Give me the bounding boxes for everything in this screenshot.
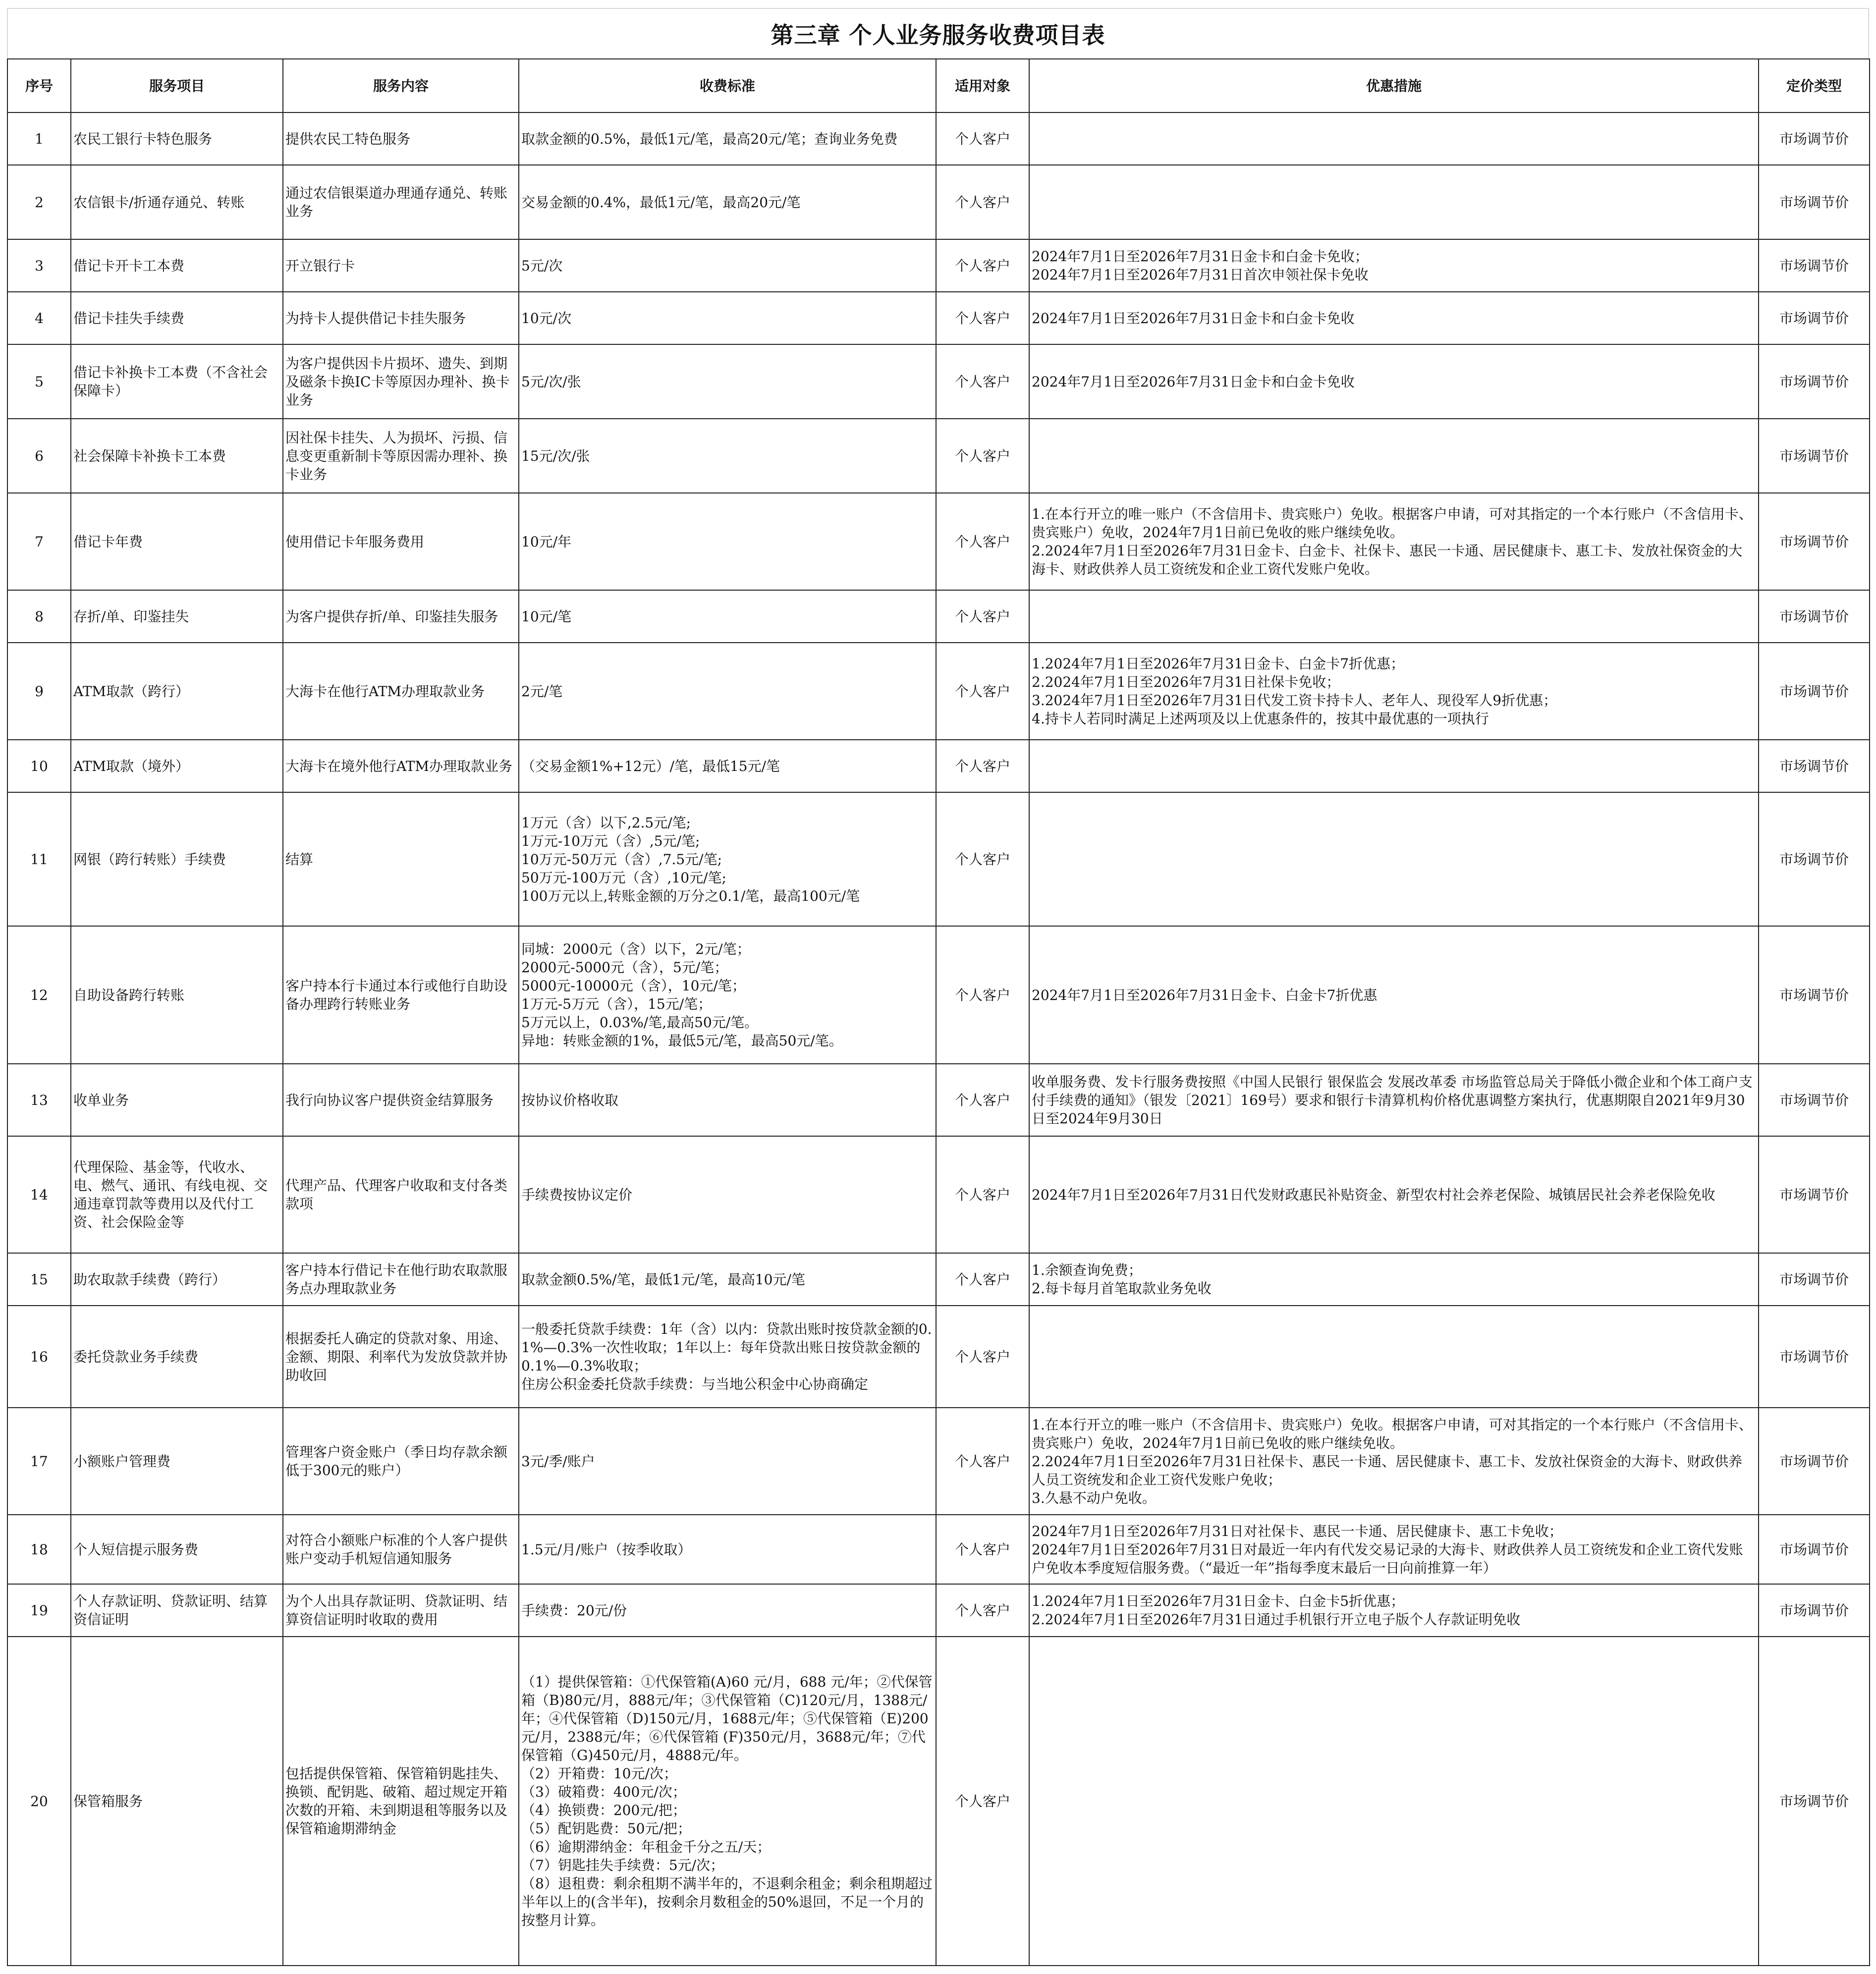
header-row bbox=[7, 59, 1870, 112]
cell-item: 个人存款证明、贷款证明、结算资信证明 bbox=[71, 1584, 283, 1637]
cell-target: 个人客户 bbox=[936, 112, 1029, 165]
header-discount: 优惠措施 bbox=[1029, 59, 1759, 112]
cell-discount: 1.余额查询免费； 2.每卡每月首笔取款业务免收 bbox=[1029, 1253, 1759, 1306]
cell-no: 8 bbox=[7, 590, 71, 643]
cell-item: 借记卡年费 bbox=[71, 493, 283, 590]
cell-pricing: 市场调节价 bbox=[1759, 419, 1870, 493]
cell-fee: （交易金额1%+12元）/笔，最低15元/笔 bbox=[519, 740, 936, 792]
cell-target: 个人客户 bbox=[936, 1584, 1029, 1637]
table-row bbox=[7, 419, 1870, 493]
cell-fee: 取款金额的0.5%，最低1元/笔，最高20元/笔；查询业务免费 bbox=[519, 112, 936, 165]
cell-no: 20 bbox=[7, 1637, 71, 1966]
cell-fee: 手续费：20元/份 bbox=[519, 1584, 936, 1637]
cell-item: 借记卡开卡工本费 bbox=[71, 239, 283, 292]
cell-pricing: 市场调节价 bbox=[1759, 740, 1870, 792]
table-row bbox=[7, 165, 1870, 239]
cell-no: 10 bbox=[7, 740, 71, 792]
header-fee: 收费标准 bbox=[519, 59, 936, 112]
cell-discount: 2024年7月1日至2026年7月31日代发财政惠民补贴资金、新型农村社会养老保险、城镇居民社会养老保险免收 bbox=[1029, 1136, 1759, 1253]
cell-target: 个人客户 bbox=[936, 926, 1029, 1064]
cell-content: 大海卡在境外他行ATM办理取款业务 bbox=[283, 740, 519, 792]
cell-discount bbox=[1029, 740, 1759, 792]
cell-no: 4 bbox=[7, 292, 71, 344]
cell-no: 15 bbox=[7, 1253, 71, 1306]
cell-discount: 收单服务费、发卡行服务费按照《中国人民银行 银保监会 发展改革委 市场监管总局关于降低小微企业和个体工商户支付手续费的通知》（银发〔2021〕169号）要求和银行卡清算机构价格优惠调整方案执行，优惠期限自2021年9月30日至2024年9月30日 bbox=[1029, 1064, 1759, 1136]
header-content: 服务内容 bbox=[283, 59, 519, 112]
cell-item: 委托贷款业务手续费 bbox=[71, 1306, 283, 1408]
cell-content: 为持卡人提供借记卡挂失服务 bbox=[283, 292, 519, 344]
cell-pricing: 市场调节价 bbox=[1759, 1515, 1870, 1584]
cell-content: 客户持本行借记卡在他行助农取款服务点办理取款业务 bbox=[283, 1253, 519, 1306]
cell-discount bbox=[1029, 419, 1759, 493]
cell-content: 为客户提供因卡片损坏、遗失、到期及磁条卡换IC卡等原因办理补、换卡业务 bbox=[283, 344, 519, 419]
cell-target: 个人客户 bbox=[936, 740, 1029, 792]
cell-no: 5 bbox=[7, 344, 71, 419]
cell-fee: 10元/年 bbox=[519, 493, 936, 590]
cell-content: 根据委托人确定的贷款对象、用途、金额、期限、利率代为发放贷款并协助收回 bbox=[283, 1306, 519, 1408]
cell-discount: 1.2024年7月1日至2026年7月31日金卡、白金卡5折优惠； 2.2024年7月1日至2026年7月31日通过手机银行开立电子版个人存款证明免收 bbox=[1029, 1584, 1759, 1637]
cell-item: 借记卡挂失手续费 bbox=[71, 292, 283, 344]
cell-item: 收单业务 bbox=[71, 1064, 283, 1136]
cell-discount bbox=[1029, 1637, 1759, 1966]
table-row bbox=[7, 112, 1870, 165]
cell-pricing: 市场调节价 bbox=[1759, 590, 1870, 643]
table-row bbox=[7, 493, 1870, 590]
header-no: 序号 bbox=[7, 59, 71, 112]
table-row bbox=[7, 1637, 1870, 1966]
cell-target: 个人客户 bbox=[936, 1064, 1029, 1136]
cell-pricing: 市场调节价 bbox=[1759, 792, 1870, 926]
cell-no: 3 bbox=[7, 239, 71, 292]
cell-discount: 1.在本行开立的唯一账户（不含信用卡、贵宾账户）免收。根据客户申请，可对其指定的一个本行账户（不含信用卡、贵宾账户）免收，2024年7月1日前已免收的账户继续免收。 2.2024年7月1日至2026年7月31日社保卡、惠民一卡通、居民健康卡、惠工卡、发放社保资金的大海卡、财政供养人员工资统发和企业工资代发账户免收； 3.久悬不动户免收。 bbox=[1029, 1408, 1759, 1515]
cell-discount: 2024年7月1日至2026年7月31日对社保卡、惠民一卡通、居民健康卡、惠工卡免收； 2024年7月1日至2026年7月31日对最近一年内有代发交易记录的大海卡、财政供养人员工资统发和企业工资代发账户免收本季度短信服务费。（“最近一年”指每季度末最后一日向前推算一年） bbox=[1029, 1515, 1759, 1584]
cell-discount bbox=[1029, 590, 1759, 643]
cell-fee: 同城：2000元（含）以下，2元/笔； 2000元-5000元（含），5元/笔； 5000元-10000元（含），10元/笔； 1万元-5万元（含），15元/笔； 5万元以上，0.03%/笔,最高50元/笔。 异地：转账金额的1%，最低5元/笔，最高50元/笔。 bbox=[519, 926, 936, 1064]
cell-fee: 取款金额0.5%/笔，最低1元/笔，最高10元/笔 bbox=[519, 1253, 936, 1306]
cell-fee: 按协议价格收取 bbox=[519, 1064, 936, 1136]
cell-fee: 5元/次 bbox=[519, 239, 936, 292]
cell-target: 个人客户 bbox=[936, 493, 1029, 590]
cell-pricing: 市场调节价 bbox=[1759, 1584, 1870, 1637]
cell-no: 14 bbox=[7, 1136, 71, 1253]
cell-target: 个人客户 bbox=[936, 419, 1029, 493]
cell-item: 农民工银行卡特色服务 bbox=[71, 112, 283, 165]
cell-target: 个人客户 bbox=[936, 239, 1029, 292]
cell-discount: 2024年7月1日至2026年7月31日金卡和白金卡免收 bbox=[1029, 344, 1759, 419]
cell-content: 代理产品、代理客户收取和支付各类款项 bbox=[283, 1136, 519, 1253]
cell-pricing: 市场调节价 bbox=[1759, 1637, 1870, 1966]
cell-fee: 交易金额的0.4%，最低1元/笔，最高20元/笔 bbox=[519, 165, 936, 239]
sheet-title: 第三章 个人业务服务收费项目表 bbox=[771, 22, 1105, 49]
table-row bbox=[7, 1136, 1870, 1253]
cell-content: 开立银行卡 bbox=[283, 239, 519, 292]
cell-discount: 2024年7月1日至2026年7月31日金卡和白金卡免收 bbox=[1029, 292, 1759, 344]
cell-pricing: 市场调节价 bbox=[1759, 1306, 1870, 1408]
table-row bbox=[7, 292, 1870, 344]
cell-discount: 2024年7月1日至2026年7月31日金卡和白金卡免收； 2024年7月1日至2026年7月31日首次申领社保卡免收 bbox=[1029, 239, 1759, 292]
table-row bbox=[7, 1253, 1870, 1306]
cell-fee: 一般委托贷款手续费：1年（含）以内：贷款出账时按贷款金额的0.1%—0.3%一次性收取；1年以上：每年贷款出账日按贷款金额的0.1%—0.3%收取； 住房公积金委托贷款手续费：与当地公积金中心协商确定 bbox=[519, 1306, 936, 1408]
cell-item: ATM取款（境外） bbox=[71, 740, 283, 792]
cell-content: 使用借记卡年服务费用 bbox=[283, 493, 519, 590]
cell-target: 个人客户 bbox=[936, 792, 1029, 926]
cell-content: 因社保卡挂失、人为损坏、污损、信息变更重新制卡等原因需办理补、换卡业务 bbox=[283, 419, 519, 493]
cell-pricing: 市场调节价 bbox=[1759, 292, 1870, 344]
cell-no: 18 bbox=[7, 1515, 71, 1584]
cell-item: 农信银卡/折通存通兑、转账 bbox=[71, 165, 283, 239]
cell-content: 提供农民工特色服务 bbox=[283, 112, 519, 165]
cell-pricing: 市场调节价 bbox=[1759, 926, 1870, 1064]
cell-discount: 2024年7月1日至2026年7月31日金卡、白金卡7折优惠 bbox=[1029, 926, 1759, 1064]
cell-pricing: 市场调节价 bbox=[1759, 165, 1870, 239]
cell-item: ATM取款（跨行） bbox=[71, 643, 283, 740]
cell-content: 客户持本行卡通过本行或他行自助设备办理跨行转账业务 bbox=[283, 926, 519, 1064]
header-pricing: 定价类型 bbox=[1759, 59, 1870, 112]
cell-item: 保管箱服务 bbox=[71, 1637, 283, 1966]
table-row bbox=[7, 926, 1870, 1064]
table-row bbox=[7, 792, 1870, 926]
cell-no: 19 bbox=[7, 1584, 71, 1637]
cell-no: 16 bbox=[7, 1306, 71, 1408]
cell-fee: 2元/笔 bbox=[519, 643, 936, 740]
cell-pricing: 市场调节价 bbox=[1759, 112, 1870, 165]
cell-target: 个人客户 bbox=[936, 1306, 1029, 1408]
cell-no: 2 bbox=[7, 165, 71, 239]
cell-content: 管理客户资金账户（季日均存款余额低于300元的账户） bbox=[283, 1408, 519, 1515]
cell-item: 网银（跨行转账）手续费 bbox=[71, 792, 283, 926]
cell-item: 存折/单、印鉴挂失 bbox=[71, 590, 283, 643]
cell-pricing: 市场调节价 bbox=[1759, 1064, 1870, 1136]
cell-target: 个人客户 bbox=[936, 344, 1029, 419]
cell-target: 个人客户 bbox=[936, 590, 1029, 643]
cell-target: 个人客户 bbox=[936, 1136, 1029, 1253]
cell-no: 6 bbox=[7, 419, 71, 493]
header-target: 适用对象 bbox=[936, 59, 1029, 112]
cell-content: 结算 bbox=[283, 792, 519, 926]
cell-no: 13 bbox=[7, 1064, 71, 1136]
table-row bbox=[7, 740, 1870, 792]
cell-no: 1 bbox=[7, 112, 71, 165]
cell-item: 借记卡补换卡工本费（不含社会保障卡） bbox=[71, 344, 283, 419]
cell-content: 我行向协议客户提供资金结算服务 bbox=[283, 1064, 519, 1136]
cell-no: 11 bbox=[7, 792, 71, 926]
cell-fee: 3元/季/账户 bbox=[519, 1408, 936, 1515]
cell-fee: 15元/次/张 bbox=[519, 419, 936, 493]
header-item: 服务项目 bbox=[71, 59, 283, 112]
cell-pricing: 市场调节价 bbox=[1759, 1253, 1870, 1306]
cell-pricing: 市场调节价 bbox=[1759, 1408, 1870, 1515]
cell-no: 9 bbox=[7, 643, 71, 740]
cell-no: 12 bbox=[7, 926, 71, 1064]
cell-item: 自助设备跨行转账 bbox=[71, 926, 283, 1064]
cell-target: 个人客户 bbox=[936, 1637, 1029, 1966]
cell-content: 为客户提供存折/单、印鉴挂失服务 bbox=[283, 590, 519, 643]
cell-target: 个人客户 bbox=[936, 165, 1029, 239]
title-row bbox=[7, 8, 1869, 58]
cell-target: 个人客户 bbox=[936, 1253, 1029, 1306]
cell-pricing: 市场调节价 bbox=[1759, 1136, 1870, 1253]
cell-pricing: 市场调节价 bbox=[1759, 643, 1870, 740]
table-row bbox=[7, 344, 1870, 419]
cell-fee: 5元/次/张 bbox=[519, 344, 936, 419]
cell-content: 通过农信银渠道办理通存通兑、转账业务 bbox=[283, 165, 519, 239]
table-row bbox=[7, 1306, 1870, 1408]
cell-item: 助农取款手续费（跨行） bbox=[71, 1253, 283, 1306]
table-row bbox=[7, 239, 1870, 292]
cell-target: 个人客户 bbox=[936, 1408, 1029, 1515]
cell-target: 个人客户 bbox=[936, 1515, 1029, 1584]
cell-fee: 1.5元/月/账户（按季收取） bbox=[519, 1515, 936, 1584]
table-row bbox=[7, 590, 1870, 643]
cell-fee: 1万元（含）以下,2.5元/笔; 1万元-10万元（含）,5元/笔; 10万元-50万元（含）,7.5元/笔; 50万元-100万元（含）,10元/笔; 100万元以上,转账金额的万分之0.1/笔，最高100元/笔 bbox=[519, 792, 936, 926]
cell-content: 大海卡在他行ATM办理取款业务 bbox=[283, 643, 519, 740]
cell-pricing: 市场调节价 bbox=[1759, 493, 1870, 590]
fee-table bbox=[7, 58, 1870, 1966]
table-row bbox=[7, 1584, 1870, 1637]
cell-discount bbox=[1029, 112, 1759, 165]
cell-discount: 1.在本行开立的唯一账户（不含信用卡、贵宾账户）免收。根据客户申请，可对其指定的一个本行账户（不含信用卡、贵宾账户）免收，2024年7月1日前已免收的账户继续免收。 2.2024年7月1日至2026年7月31日金卡、白金卡、社保卡、惠民一卡通、居民健康卡、惠工卡、发放社保资金的大海卡、财政供养人员工资统发和企业工资代发账户免收。 bbox=[1029, 493, 1759, 590]
table-row bbox=[7, 643, 1870, 740]
cell-item: 小额账户管理费 bbox=[71, 1408, 283, 1515]
cell-target: 个人客户 bbox=[936, 292, 1029, 344]
cell-no: 17 bbox=[7, 1408, 71, 1515]
table-row bbox=[7, 1064, 1870, 1136]
cell-pricing: 市场调节价 bbox=[1759, 239, 1870, 292]
cell-fee: （1）提供保管箱：①代保管箱(A)60 元/月，688 元/年；②代保管箱（B)80元/月，888元/年；③代保管箱（C)120元/月，1388元/年；④代保管箱（D)150元/月，1688元/年；⑤代保管箱（E)200元/月，2388元/年；⑥代保管箱 (F)350元/月，3688元/年；⑦代保管箱（G)450元/月，4888元/年。 （2）开箱费：10元/次； （3）破箱费：400元/次； （4）换锁费：200元/把； （5）配钥匙费：50元/把； （6）逾期滞纳金：年租金千分之五/天； （7）钥匙挂失手续费：5元/次； （8）退租费：剩余租期不满半年的，不退剩余租金；剩余租期超过半年以上的(含半年)，按剩余月数租金的50%退回，不足一个月的按整月计算。 bbox=[519, 1637, 936, 1966]
cell-content: 为个人出具存款证明、贷款证明、结算资信证明时收取的费用 bbox=[283, 1584, 519, 1637]
cell-no: 7 bbox=[7, 493, 71, 590]
cell-content: 包括提供保管箱、保管箱钥匙挂失、换锁、配钥匙、破箱、超过规定开箱次数的开箱、未到期退租等服务以及保管箱逾期滞纳金 bbox=[283, 1637, 519, 1966]
cell-item: 社会保障卡补换卡工本费 bbox=[71, 419, 283, 493]
cell-discount bbox=[1029, 1306, 1759, 1408]
cell-fee: 10元/次 bbox=[519, 292, 936, 344]
cell-target: 个人客户 bbox=[936, 643, 1029, 740]
table-row bbox=[7, 1515, 1870, 1584]
cell-item: 个人短信提示服务费 bbox=[71, 1515, 283, 1584]
cell-discount bbox=[1029, 792, 1759, 926]
table-row bbox=[7, 1408, 1870, 1515]
cell-content: 对符合小额账户标准的个人客户提供账户变动手机短信通知服务 bbox=[283, 1515, 519, 1584]
cell-pricing: 市场调节价 bbox=[1759, 344, 1870, 419]
cell-discount bbox=[1029, 165, 1759, 239]
fee-schedule-sheet bbox=[7, 8, 1869, 1966]
cell-fee: 手续费按协议定价 bbox=[519, 1136, 936, 1253]
cell-item: 代理保险、基金等，代收水、电、燃气、通讯、有线电视、交通违章罚款等费用以及代付工资、社会保险金等 bbox=[71, 1136, 283, 1253]
cell-discount: 1.2024年7月1日至2026年7月31日金卡、白金卡7折优惠； 2.2024年7月1日至2026年7月31日社保卡免收； 3.2024年7月1日至2026年7月31日代发工资卡持卡人、老年人、现役军人9折优惠； 4.持卡人若同时满足上述两项及以上优惠条件的，按其中最优惠的一项执行 bbox=[1029, 643, 1759, 740]
cell-fee: 10元/笔 bbox=[519, 590, 936, 643]
